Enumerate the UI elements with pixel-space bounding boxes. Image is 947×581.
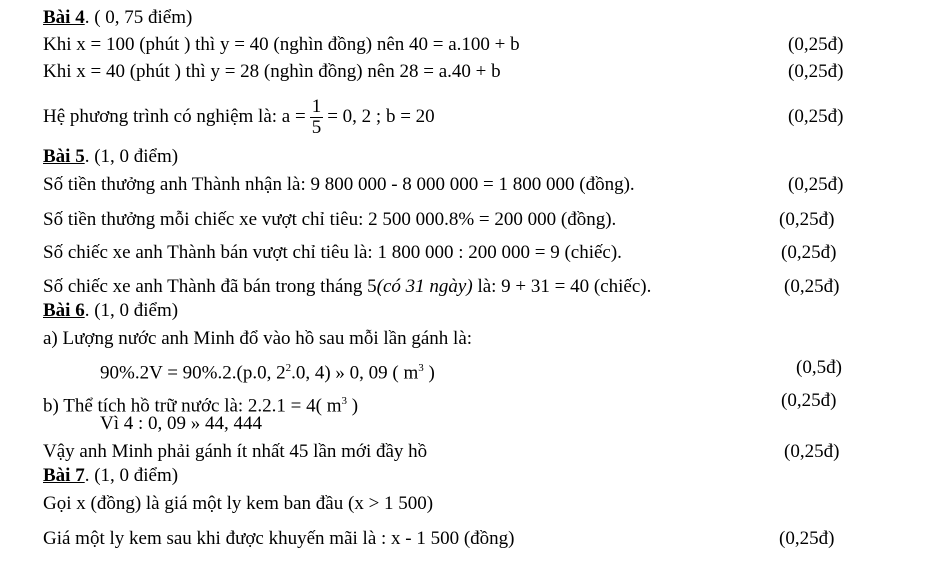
fraction-denominator: 5: [311, 117, 322, 139]
line-b-sup: 3: [341, 395, 348, 407]
bai6-heading: [43, 300, 178, 322]
bai5-score2: (0,25đ): [779, 209, 835, 230]
bai4-line3-prefix: Hệ phương trình có nghiệm là: a =: [43, 106, 306, 127]
bai5-line4-main: Số chiếc xe anh Thành đã bán trong tháng 5: [43, 276, 377, 297]
formula-a-part1: 90%.2V = 90%.2.(p.0, 2: [100, 362, 286, 384]
fraction: [310, 97, 324, 138]
bai5-score3: (0,25đ): [781, 242, 837, 263]
bai5-score4: (0,25đ): [784, 276, 840, 297]
bai7-heading-label: Bài 7: [43, 465, 85, 486]
bai5-line3: Số chiếc xe anh Thành bán vượt chỉ tiêu là: 1 800 000 : 200 000 = 9 (chiếc).: [43, 242, 622, 263]
bai5-heading-label: Bài 5: [43, 146, 85, 167]
bai7-line1: Gọi x (đồng) là giá một ly kem ban đầu (x > 1 500): [43, 493, 434, 514]
formula-a-sup: 2: [285, 362, 292, 374]
bai6-formula-b: Vì 4 : 0, 09 » 44, 444: [100, 413, 263, 434]
bai7-heading-points: . (1, 0 điểm): [84, 465, 179, 486]
bai5-line2: Số tiền thưởng mỗi chiếc xe vượt chỉ tiêu: 2 500 000.8% = 200 000 (đồng).: [43, 209, 617, 230]
fraction-numerator: 1: [311, 96, 322, 118]
bai6-formula-a: [100, 357, 435, 384]
bai4-line2: Khi x = 40 (phút ) thì y = 28 (nghìn đồng) nên 28 = a.40 + b: [43, 61, 501, 82]
bai6-heading-points: . (1, 0 điểm): [84, 300, 179, 321]
bai6-line-a: a) Lượng nước anh Minh đổ vào hồ sau mỗi lần gánh là:: [43, 328, 473, 349]
bai4-line3: [43, 94, 435, 140]
bai6-heading-label: Bài 6: [43, 300, 85, 321]
bai6-line-c: Vậy anh Minh phải gánh ít nhất 45 lần mới đầy hồ: [43, 441, 428, 462]
bai6-score-a: (0,5đ): [796, 357, 842, 378]
bai4-heading-points: . ( 0, 75 điểm): [84, 7, 193, 28]
bai4-heading: [43, 7, 192, 29]
bai5-heading: [43, 146, 178, 168]
bai6-score-b: (0,25đ): [781, 390, 837, 411]
bai7-line2: Giá một ly kem sau khi được khuyến mãi là : x - 1 500 (đồng): [43, 528, 515, 549]
bai5-line1: Số tiền thưởng anh Thành nhận là: 9 800 000 - 8 000 000 = 1 800 000 (đồng).: [43, 174, 635, 195]
bai4-score2: (0,25đ): [788, 61, 844, 82]
bai4-heading-label: Bài 4: [43, 7, 85, 28]
bai5-heading-points: . (1, 0 điểm): [84, 146, 179, 167]
bai7-heading: [43, 465, 178, 487]
bai4-score3: (0,25đ): [788, 106, 844, 127]
bai5-line4-tail: là: 9 + 31 = 40 (chiếc).: [472, 276, 652, 297]
formula-a-part2: .0, 4) » 0, 09 ( m: [291, 362, 419, 384]
bai7-score2: (0,25đ): [779, 528, 835, 549]
bai4-line1: Khi x = 100 (phút ) thì y = 40 (nghìn đồng) nên 40 = a.100 + b: [43, 34, 520, 55]
bai5-line4-note: (có 31 ngày): [376, 276, 473, 297]
bai4-line3-suffix: = 0, 2 ; b = 20: [327, 106, 435, 127]
formula-a-sup2: 3: [418, 362, 424, 374]
formula-a-end: ): [423, 362, 435, 384]
bai4-score1: (0,25đ): [788, 34, 844, 55]
bai5-score1: (0,25đ): [788, 174, 844, 195]
line-b-main: b) Thể tích hồ trữ nước là: 2.2.1 = 4( m: [43, 395, 342, 417]
bai5-line4: [43, 276, 651, 298]
bai6-score-c: (0,25đ): [784, 441, 840, 462]
line-b-end: ): [347, 395, 359, 417]
